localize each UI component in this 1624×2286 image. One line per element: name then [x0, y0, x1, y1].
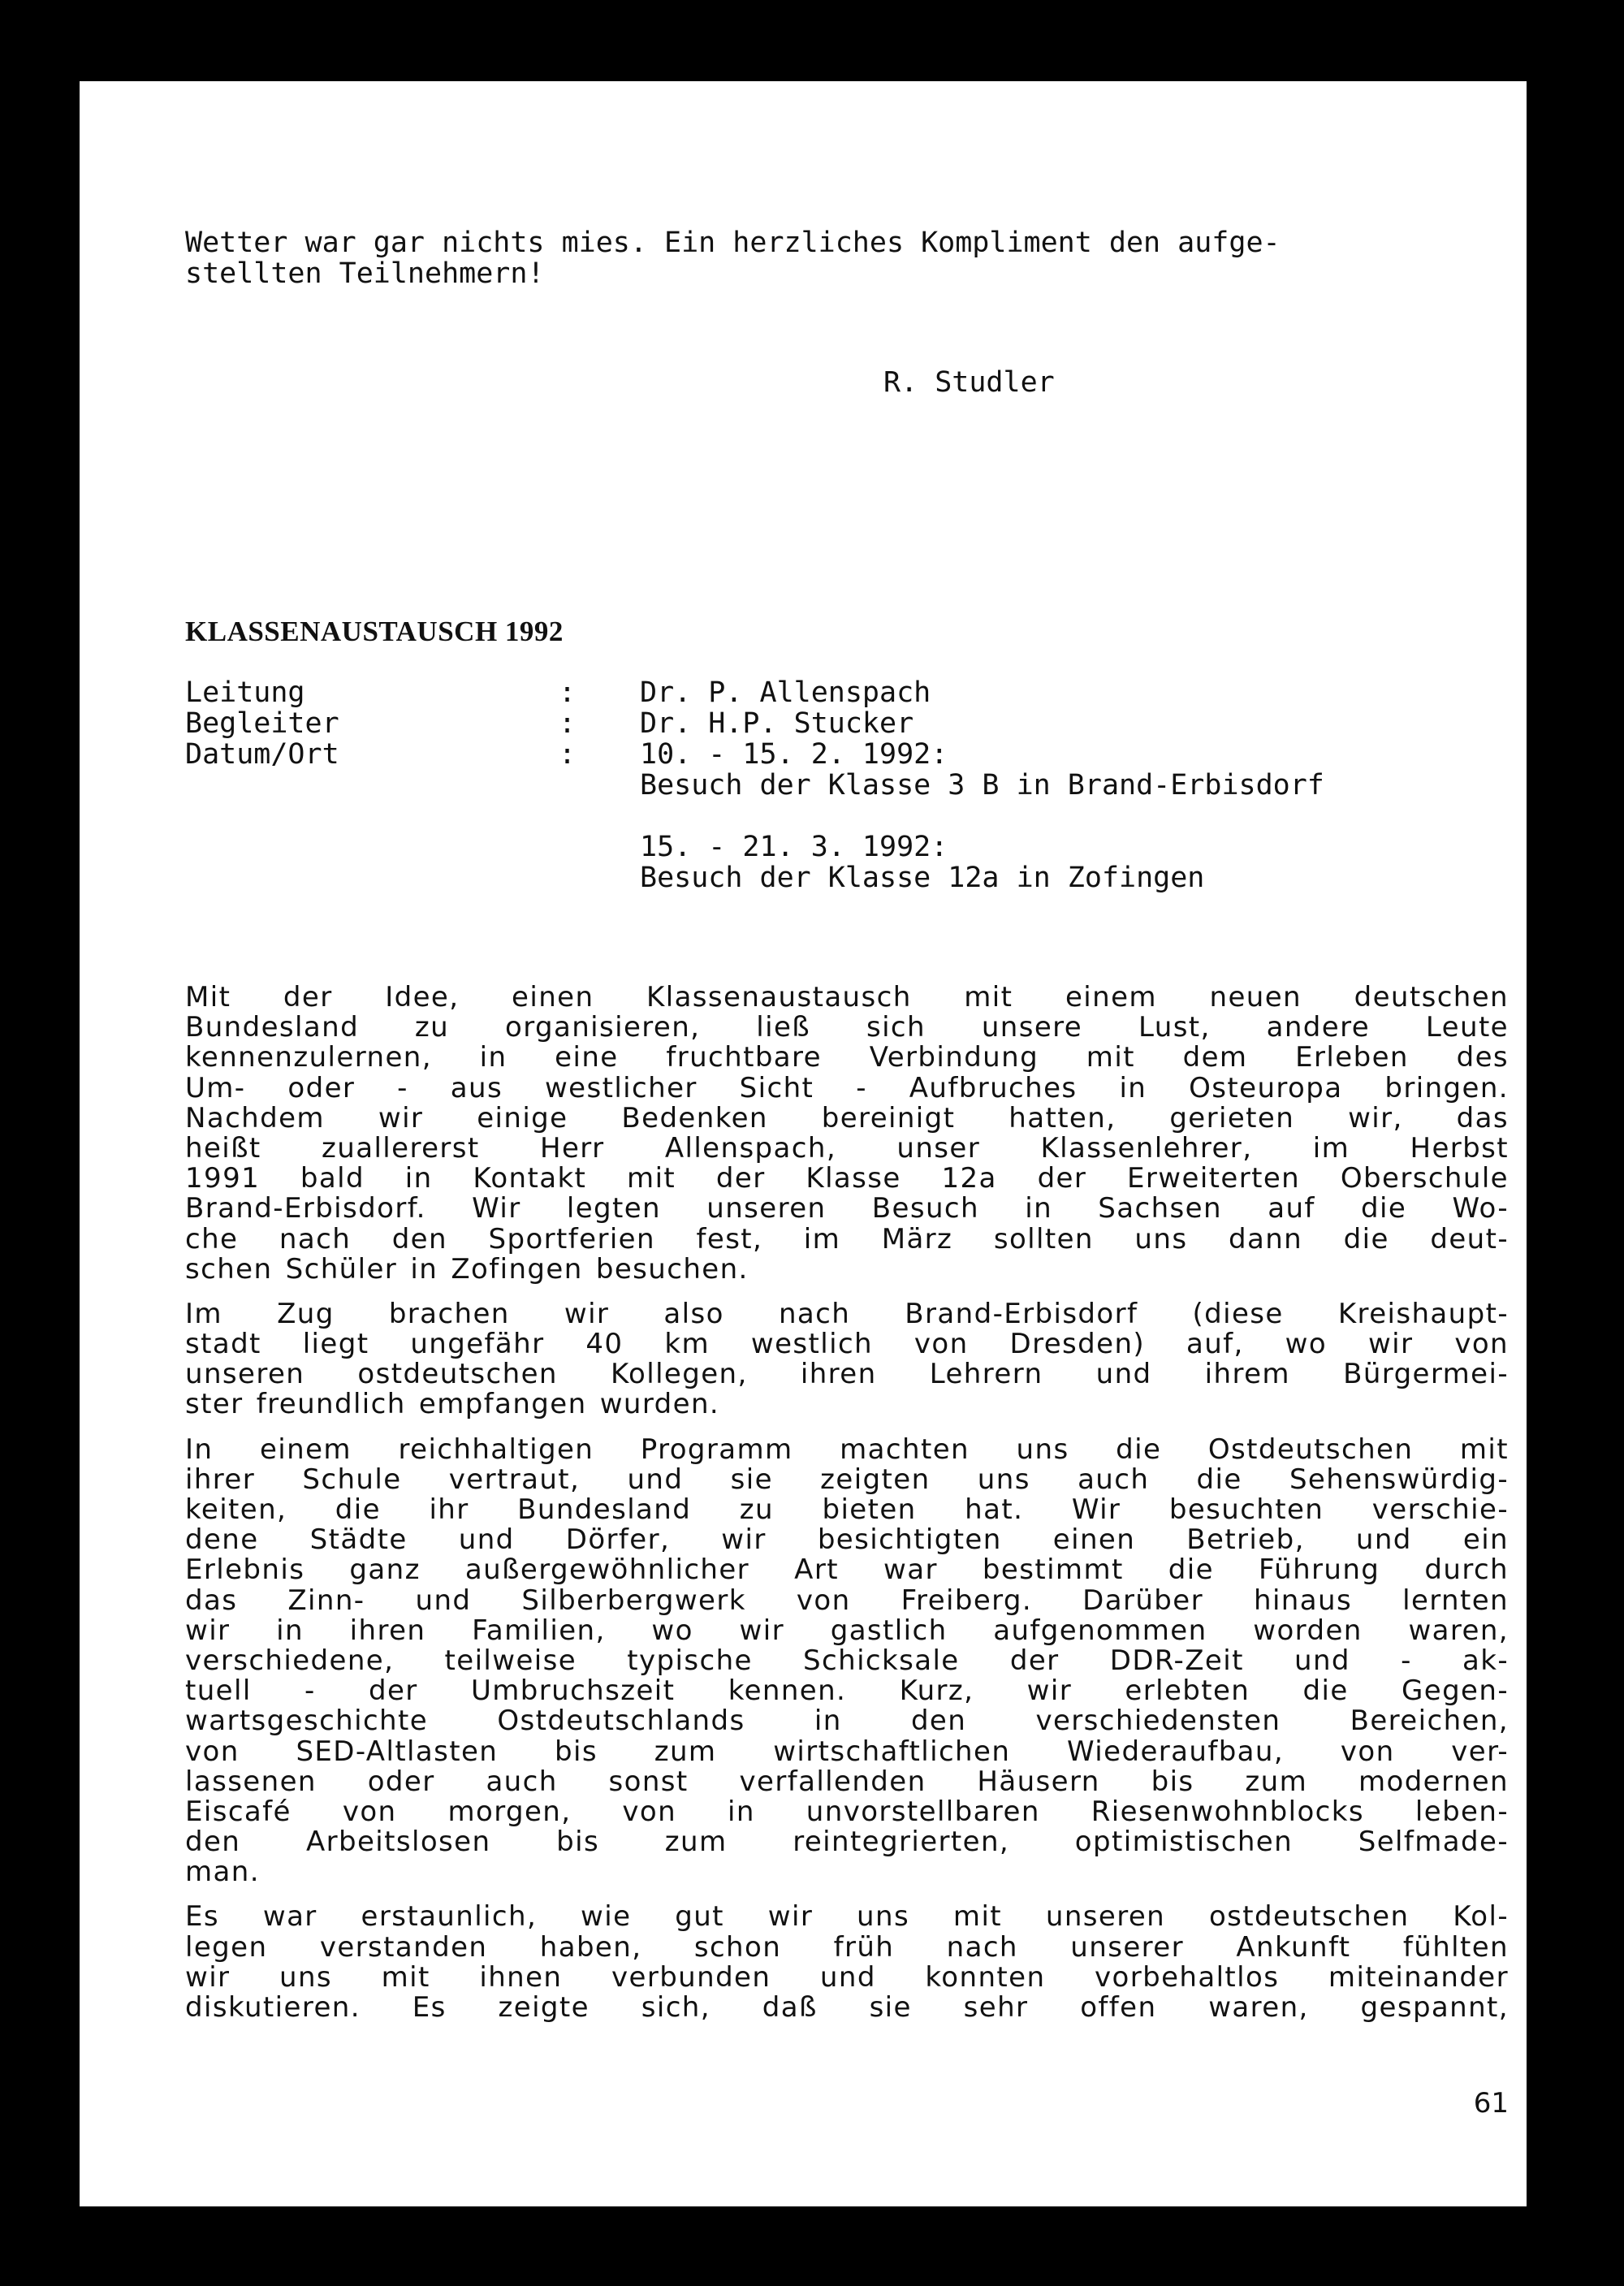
paragraph — [185, 1902, 1509, 2023]
page-number: 61 — [1473, 2087, 1509, 2120]
info-row-datum-2 — [185, 832, 1517, 862]
text-line: unseren ostdeutschen Kollegen, ihren Lehrern und ihrem Bürgermei- — [185, 1359, 1509, 1390]
info-row-datum-2-cont — [185, 862, 1517, 893]
text-line: stadt liegt ungefähr 40 km westlich von Dresden) auf, wo wir von — [185, 1329, 1509, 1360]
info-row-datum — [185, 739, 1517, 770]
text-line: In einem reichhaltigen Programm machten uns die Ostdeutschen mit — [185, 1434, 1509, 1465]
text-line: lassenen oder auch sonst verfallenden Häusern bis zum modernen — [185, 1766, 1509, 1797]
info-row-datum-cont — [185, 770, 1517, 801]
info-colon: : — [559, 676, 577, 709]
text-line: Bundesland zu organisieren, ließ sich unsere Lust, andere Leute — [185, 1013, 1509, 1044]
text-line: tuell - der Umbruchszeit kennen. Kurz, wir erlebten die Gegen- — [185, 1676, 1509, 1707]
text-line: man. — [185, 1857, 260, 1888]
text-line: verschiedene, teilweise typische Schicksale der DDR-Zeit und - ak- — [185, 1645, 1509, 1677]
text-line: 1991 bald in Kontakt mit der Klasse 12a der Erweiterten Oberschule — [185, 1164, 1509, 1195]
info-label: Begleiter — [185, 707, 339, 740]
text-line: Es war erstaunlich, wie gut wir uns mit unseren ostdeutschen Kol- — [185, 1902, 1509, 1933]
text-line: che nach den Sportferien fest, im März sollten uns dann die deut- — [185, 1224, 1509, 1255]
text-line: ihrer Schule vertraut, und sie zeigten uns auch die Sehenswürdig- — [185, 1464, 1509, 1495]
text-line: schen Schüler in Zofingen besuchen. — [185, 1254, 749, 1285]
info-value: 10. - 15. 2. 1992: — [640, 738, 948, 771]
text-line: Brand-Erbisdorf. Wir legten unseren Besuch in Sachsen auf die Wo- — [185, 1194, 1509, 1225]
info-value: 15. - 21. 3. 1992: — [640, 831, 948, 863]
info-row-begleiter — [185, 708, 1517, 739]
info-colon: : — [559, 738, 577, 771]
text-line: kennenzulernen, in eine fruchtbare Verbindung mit dem Erleben des — [185, 1043, 1509, 1074]
text-line: Eiscafé von morgen, von in unvorstellbaren Riesenwohnblocks leben- — [185, 1796, 1509, 1828]
intro-line: Wetter war gar nichts mies. Ein herzliches Kompliment den aufge- — [185, 227, 1281, 259]
info-row-leitung — [185, 677, 1517, 708]
info-value: Dr. P. Allenspach — [640, 676, 931, 709]
text-line: diskutieren. Es zeigte sich, daß sie sehr offen waren, gespannt, — [185, 1993, 1509, 2024]
info-value: Besuch der Klasse 12a in Zofingen — [640, 862, 1205, 894]
paragraph — [185, 1299, 1509, 1420]
text-line: von SED-Altlasten bis zum wirtschaftlichen Wiederaufbau, von ver- — [185, 1736, 1509, 1767]
text-line: legen verstanden haben, schon früh nach unserer Ankunft fühlten — [185, 1932, 1509, 1963]
section-title: KLASSENAUSTAUSCH 1992 — [185, 616, 564, 647]
text-line: dene Städte und Dörfer, wir besichtigten einen Betrieb, und ein — [185, 1525, 1509, 1556]
text-line: Im Zug brachen wir also nach Brand-Erbisdorf (diese Kreishaupt- — [185, 1299, 1509, 1330]
intro-line: stellten Teilnehmern! — [185, 257, 545, 290]
info-label: Datum/Ort — [185, 738, 339, 771]
text-line: Erlebnis ganz außergewöhnlicher Art war bestimmt die Führung durch — [185, 1555, 1509, 1586]
text-line: den Arbeitslosen bis zum reintegrierten, optimistischen Selfmade- — [185, 1827, 1509, 1858]
intro-text — [185, 227, 1509, 289]
text-line: Nachdem wir einige Bedenken bereinigt hatten, gerieten wir, das — [185, 1103, 1509, 1134]
info-label: Leitung — [185, 676, 305, 709]
author-signature: R. Studler — [883, 366, 1055, 399]
text-line: wir uns mit ihnen verbunden und konnten vorbehaltlos miteinander — [185, 1962, 1509, 1993]
document-page — [80, 81, 1527, 2206]
text-line: Mit der Idee, einen Klassenaustausch mit einem neuen deutschen — [185, 983, 1509, 1013]
text-line: keiten, die ihr Bundesland zu bieten hat. Wir besuchten verschie- — [185, 1495, 1509, 1526]
text-line: heißt zuallererst Herr Allenspach, unser Klassenlehrer, im Herbst — [185, 1133, 1509, 1165]
paragraph — [185, 983, 1509, 1285]
body-text — [185, 983, 1509, 2038]
text-line: wartsgeschichte Ostdeutschlands in den verschiedensten Bereichen, — [185, 1706, 1509, 1737]
text-line: das Zinn- und Silberbergwerk von Freiberg. Darüber hinaus lernten — [185, 1585, 1509, 1616]
info-colon: : — [559, 707, 577, 740]
info-value: Besuch der Klasse 3 B in Brand-Erbisdorf — [640, 769, 1324, 802]
text-line: ster freundlich empfangen wurden. — [185, 1389, 720, 1420]
paragraph — [185, 1435, 1509, 1888]
text-line: wir in ihren Familien, wo wir gastlich aufgenommen worden waren, — [185, 1615, 1509, 1646]
info-block — [185, 677, 1517, 893]
info-spacer — [185, 801, 1517, 832]
info-value: Dr. H.P. Stucker — [640, 707, 914, 740]
text-line: Um- oder - aus westlicher Sicht - Aufbruches in Osteuropa bringen. — [185, 1073, 1509, 1104]
